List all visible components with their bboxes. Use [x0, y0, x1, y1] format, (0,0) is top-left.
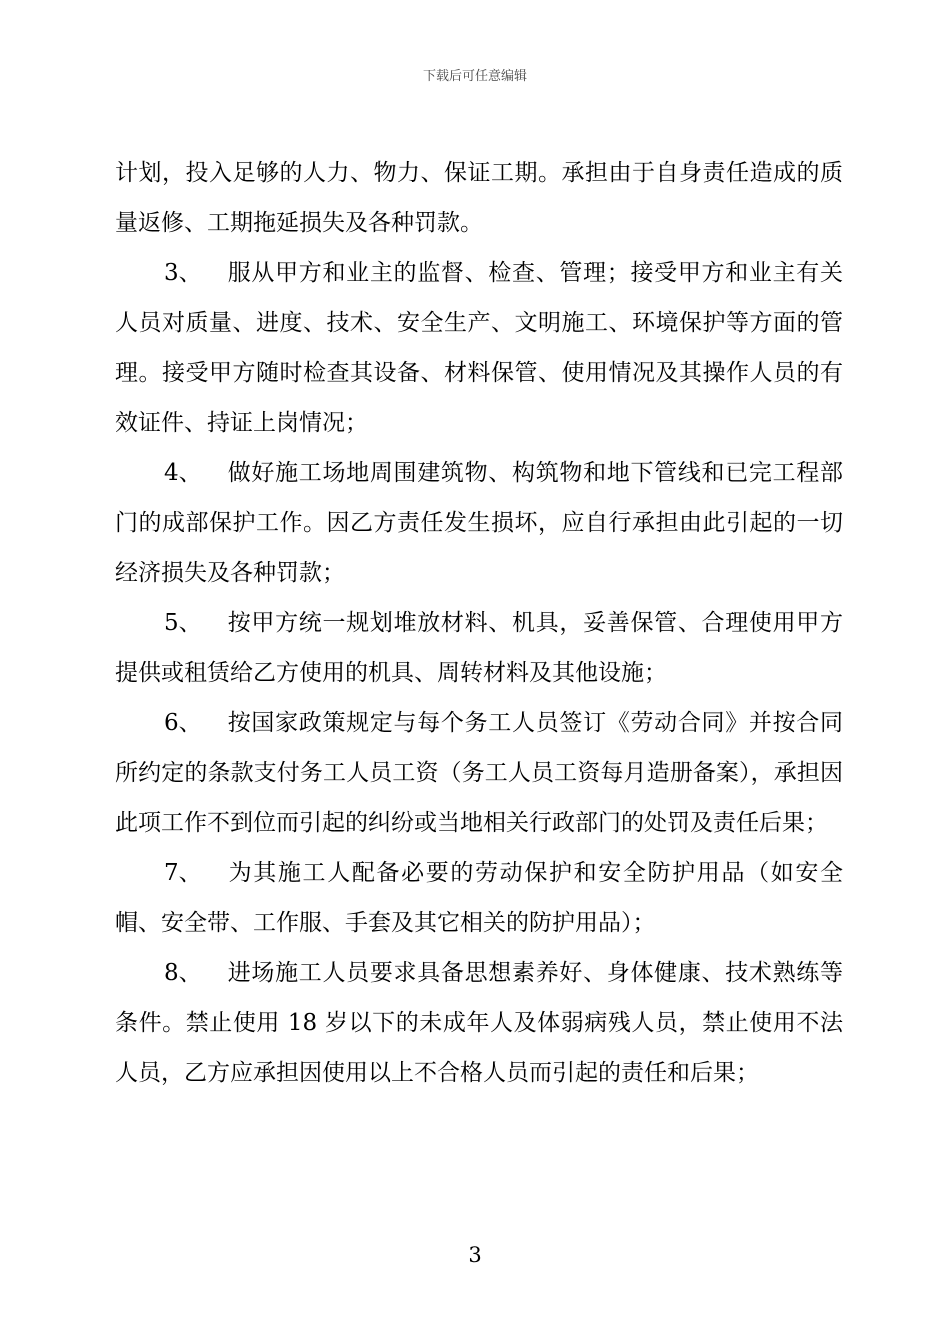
page-number: 3 — [468, 1243, 482, 1267]
item-number: 3、 — [164, 260, 202, 286]
paragraph-item-4 — [115, 448, 843, 598]
page-header: 下载后可任意编辑 — [422, 69, 527, 84]
item-number: 5、 — [164, 610, 202, 636]
paragraph-text: 按甲方统一规划堆放材料、机具，妥善保管、合理使用甲方提供或租赁给乙方使用的机具、周转材料及其他设施； — [115, 610, 843, 686]
item-number: 4、 — [164, 460, 202, 486]
paragraph-text: 进场施工人员要求具备思想素养好、身体健康、技术熟练等条件。禁止使用 18 岁以下的未成年人及体弱病残人员，禁止使用不法人员，乙方应承担因使用以上不合格人员而引起的责任和后果； — [115, 960, 843, 1086]
paragraph-item-3 — [115, 248, 843, 448]
item-number: 8、 — [164, 960, 202, 986]
paragraph-item-6 — [115, 698, 843, 848]
paragraph-text: 做好施工场地周围建筑物、构筑物和地下管线和已完工程部门的成部保护工作。因乙方责任发生损坏，应自行承担由此引起的一切经济损失及各种罚款； — [115, 460, 843, 586]
paragraph-item-8 — [115, 948, 843, 1098]
paragraph-continuation — [115, 148, 843, 248]
paragraph-text: 计划，投入足够的人力、物力、保证工期。承担由于自身责任造成的质量返修、工期拖延损失及各种罚款。 — [115, 160, 843, 236]
item-number: 6、 — [164, 710, 202, 736]
paragraph-text: 按国家政策规定与每个务工人员签订《劳动合同》并按合同所约定的条款支付务工人员工资（务工人员工资每月造册备案），承担因此项工作不到位而引起的纠纷或当地相关行政部门的处罚及责任后果； — [115, 710, 843, 836]
paragraph-text: 服从甲方和业主的监督、检查、管理；接受甲方和业主有关人员对质量、进度、技术、安全生产、文明施工、环境保护等方面的管理。接受甲方随时检查其设备、材料保管、使用情况及其操作人员的有效证件、持证上岗情况； — [115, 260, 843, 436]
body-text — [115, 148, 843, 1098]
paragraph-item-7 — [115, 848, 843, 948]
paragraph-text: 为其施工人配备必要的劳动保护和安全防护用品（如安全帽、安全带、工作服、手套及其它相关的防护用品）； — [115, 860, 843, 936]
item-number: 7、 — [164, 860, 202, 886]
paragraph-item-5 — [115, 598, 843, 698]
